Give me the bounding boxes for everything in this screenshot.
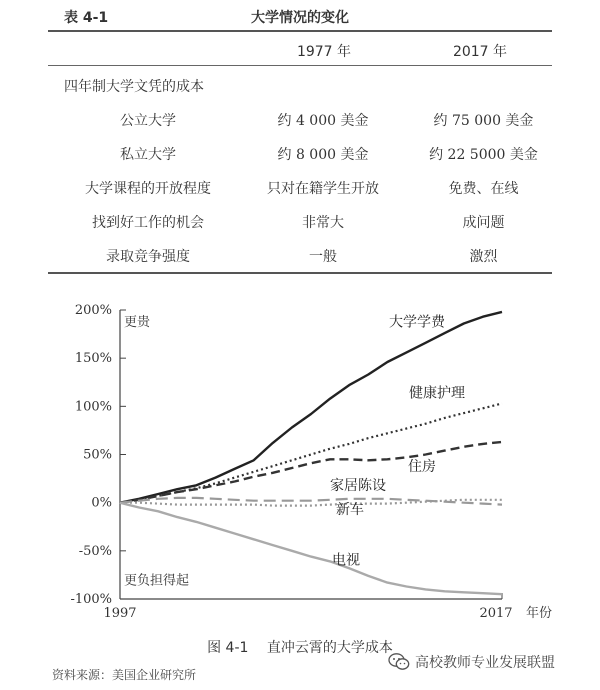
column-header-1977: 1977 年: [296, 44, 352, 60]
cell-2017: 成问题: [462, 215, 505, 231]
cell-2017: 约 22 5000 美金: [429, 147, 538, 163]
row-label: 录取竞争强度: [106, 249, 190, 265]
table-row: [48, 246, 552, 274]
cell-1977: 非常大: [302, 215, 344, 231]
table-label: 表 4-1: [64, 10, 109, 26]
series-label: 电视: [332, 552, 360, 569]
table-row: [48, 144, 552, 172]
x-axis-unit: 年份: [526, 606, 553, 621]
cell-2017: 约 75 000 美金: [433, 113, 534, 129]
row-label: 私立大学: [120, 147, 176, 163]
table-title: 大学情况的变化: [251, 10, 349, 26]
table-row: [48, 76, 552, 104]
annotation-more-affordable: 更负担得起: [124, 573, 190, 589]
series-label: 大学学费: [389, 314, 445, 331]
series-label: 新车: [336, 502, 364, 519]
y-tick-label: 0%: [91, 495, 112, 511]
table-row: [48, 212, 552, 240]
y-tick-label: 200%: [74, 303, 112, 318]
source-note: 资料来源：美国企业研究所: [52, 668, 197, 682]
y-tick-label: 150%: [74, 351, 112, 367]
cell-1977: 约 8 000 美金: [277, 147, 369, 163]
college-cost-chart: [0, 296, 600, 626]
table-row: [48, 178, 552, 206]
cell-2017: 激烈: [469, 249, 498, 265]
series-label: 家居陈设: [330, 478, 386, 495]
figure-number: 图 4-1: [207, 640, 249, 656]
series-line: [120, 312, 502, 503]
row-label: 四年制大学文凭的成本: [64, 79, 204, 95]
annotation-more-expensive: 更贵: [124, 315, 151, 330]
y-tick-label: -100%: [70, 592, 112, 607]
figure-title: 直冲云霄的大学成本: [266, 640, 393, 656]
table-header: [48, 32, 552, 65]
column-header-2017: 2017 年: [452, 44, 508, 60]
cell-2017: 免费、在线: [448, 181, 519, 197]
series-line: [120, 498, 502, 505]
y-tick-label: -50%: [78, 543, 112, 559]
series-line: [120, 403, 502, 502]
row-label: 公立大学: [120, 113, 176, 129]
series-label: 健康护理: [409, 385, 465, 402]
watermark-text: 高校教师专业发展联盟: [415, 655, 555, 671]
y-tick-label: 100%: [74, 399, 112, 415]
row-label: 找到好工作的机会: [92, 215, 204, 231]
row-label: 大学课程的开放程度: [85, 181, 211, 197]
y-tick-label: 50%: [83, 447, 112, 463]
series-line: [120, 442, 502, 503]
watermark: [388, 652, 555, 672]
x-tick-label: 2017: [479, 606, 513, 621]
table-row: [48, 110, 552, 138]
cell-1977: 一般: [309, 249, 337, 265]
table-caption-row: [48, 0, 552, 30]
series-label: 住房: [408, 458, 436, 475]
wechat-icon: [388, 652, 410, 672]
comparison-table: [48, 0, 552, 274]
cell-1977: 约 4 000 美金: [277, 113, 369, 129]
cell-1977: 只对在籍学生开放: [267, 181, 379, 197]
table-body: [48, 66, 552, 272]
x-tick-label: 1997: [103, 606, 137, 621]
